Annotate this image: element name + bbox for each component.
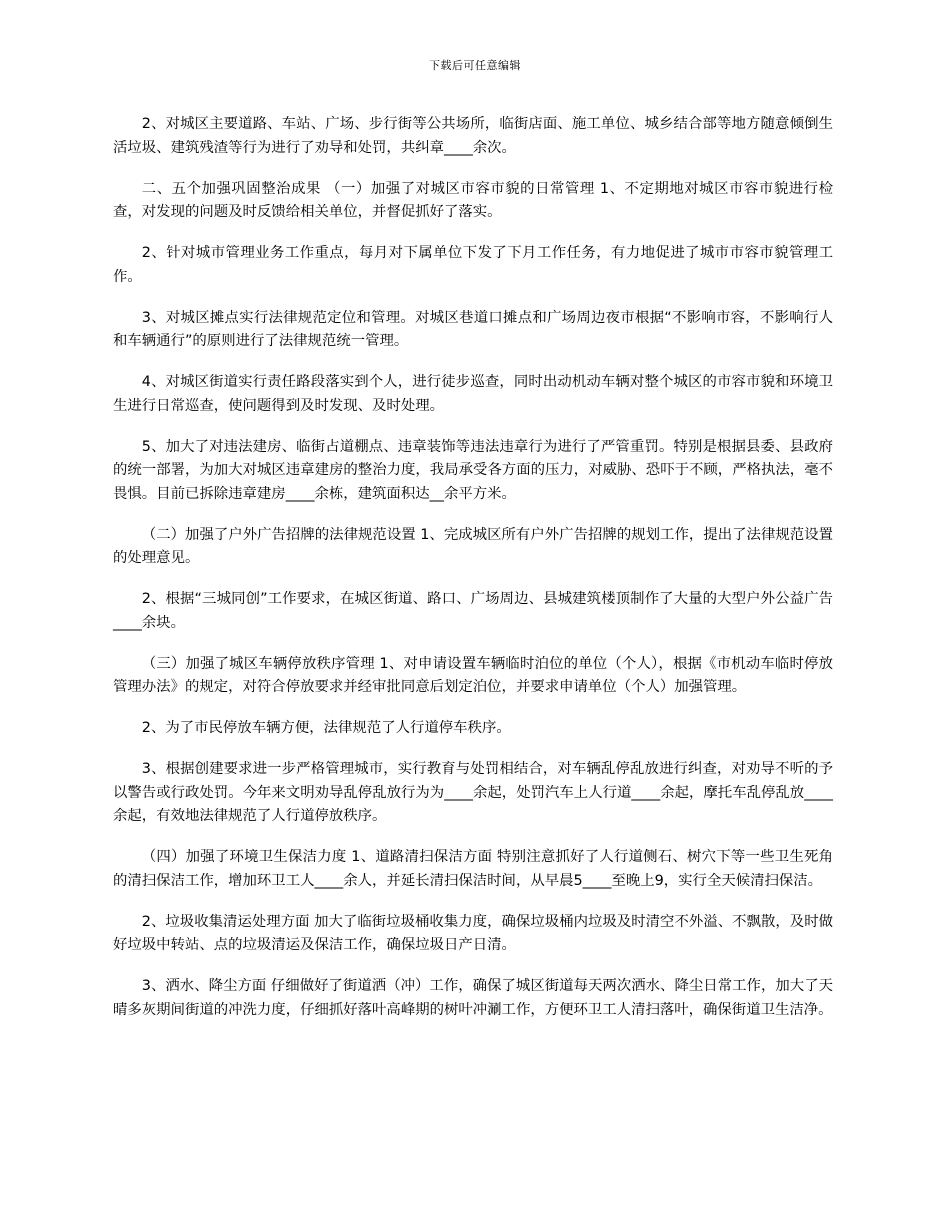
paragraph: 4、对城区街道实行责任路段落实到个人，进行徒步巡查，同时出动机动车辆对整个城区的市容市貌和环境卫生进行日常巡查，使问题得到及时发现、及时处理。 <box>113 374 833 414</box>
paragraph: 2、对城区主要道路、车站、广场、步行街等公共场所，临街店面、施工单位、城乡结合部等地方随意倾倒生活垃圾、建筑残渣等行为进行了劝导和处罚，共纠章____余次。 <box>113 116 833 156</box>
paragraph: （二）加强了户外广告招牌的法律规范设置 1、完成城区所有户外广告招牌的规划工作，提出了法律规范设置的处理意见。 <box>113 526 833 566</box>
paragraph: 2、根据“三城同创”工作要求，在城区街道、路口、广场周边、县城建筑楼顶制作了大量的大型户外公益广告____余块。 <box>113 591 833 631</box>
paragraph: （四）加强了环境卫生保洁力度 1、道路清扫保洁方面 特别注意抓好了人行道侧石、树穴下等一些卫生死角的清扫保洁工作，增加环卫工人____余人，并延长清扫保洁时间，从早晨5____至晚上9，实行全天候清扫保洁。 <box>113 849 833 889</box>
paragraph: 3、对城区摊点实行法律规范定位和管理。对城区巷道口摊点和广场周边夜市根据“不影响市容，不影响行人和车辆通行”的原则进行了法律规范统一管理。 <box>113 309 833 349</box>
paragraph: 二、五个加强巩固整治成果 （一）加强了对城区市容市貌的日常管理 1、不定期地对城区市容市貌进行检查，对发现的问题及时反馈给相关单位，并督促抓好了落实。 <box>113 180 833 220</box>
paragraph: 2、垃圾收集清运处理方面 加大了临街垃圾桶收集力度，确保垃圾桶内垃圾及时清空不外溢、不飘散，及时做好垃圾中转站、点的垃圾清运及保洁工作，确保垃圾日产日清。 <box>113 913 833 953</box>
paragraph: 5、加大了对违法建房、临街占道棚点、违章装饰等违法违章行为进行了严管重罚。特别是根据县委、县政府的统一部署，为加大对城区违章建房的整治力度，我局承受各方面的压力，对威胁、恐吓于不顾，严格执法，毫不畏惧。目前已拆除违章建房____余栋，建筑面积达__余平方米。 <box>113 438 833 502</box>
paragraph: 3、洒水、降尘方面 仔细做好了街道洒（冲）工作，确保了城区街道每天两次洒水、降尘日常工作，加大了天晴多灰期间街道的冲洗力度，仔细抓好落叶高峰期的树叶冲涮工作，方便环卫工人清扫落叶，确保街道卫生洁净。 <box>113 978 833 1018</box>
paragraph: （三）加强了城区车辆停放秩序管理 1、对申请设置车辆临时泊位的单位（个人），根据《市机动车临时停放管理办法》的规定，对符合停放要求并经审批同意后划定泊位，并要求申请单位（个人）加强管理。 <box>113 655 833 695</box>
page-header: 下载后可任意编辑 <box>429 59 521 72</box>
paragraph: 2、针对城市管理业务工作重点，每月对下属单位下发了下月工作任务，有力地促进了城市市容市貌管理工作。 <box>113 245 833 285</box>
document-body <box>113 113 833 1040</box>
paragraph: 3、根据创建要求进一步严格管理城市，实行教育与处罚相结合，对车辆乱停乱放进行纠查，对劝导不听的予以警告或行政处罚。今年来文明劝导乱停乱放行为为____余起，处罚汽车上人行道____余起，摩托车乱停乱放____余起，有效地法律规范了人行道停放秩序。 <box>113 761 833 824</box>
paragraph: 2、为了市民停放车辆方便，法律规范了人行道停车秩序。 <box>141 720 511 736</box>
